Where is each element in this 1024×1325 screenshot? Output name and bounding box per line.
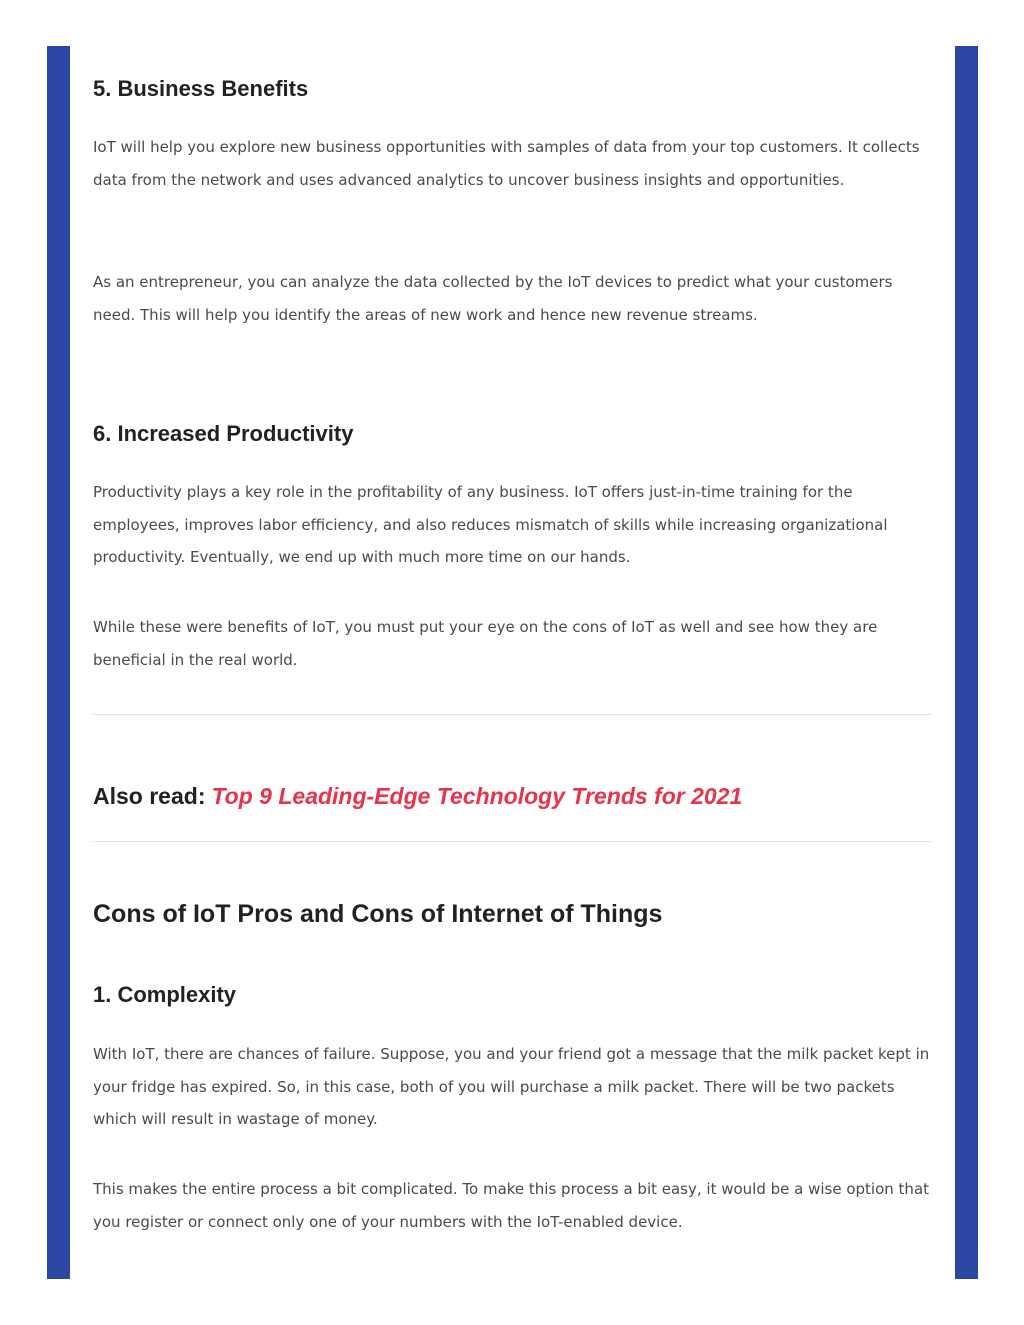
section-heading-business-benefits: 5. Business Benefits <box>93 76 309 101</box>
section-heading-complexity: 1. Complexity <box>93 982 237 1007</box>
paragraph-complexity-1: With IoT, there are chances of failure. Suppose, you and your friend got a message that the milk packet kept in your fridge has expired. So, in this case, both of you will purchase a milk packet. There will be two packets which will result in wastage of money. <box>93 1045 930 1128</box>
paragraph-business-2: As an entrepreneur, you can analyze the data collected by the IoT devices to predict what your customers need. This will help you identify the areas of new work and hence new revenue streams. <box>93 273 893 324</box>
also-read-link[interactable]: Top 9 Leading-Edge Technology Trends for 2021 <box>211 783 743 809</box>
left-border-bar <box>47 46 70 1279</box>
right-border-bar <box>955 46 978 1279</box>
section-heading-increased-productivity: 6. Increased Productivity <box>93 421 354 446</box>
paragraph-productivity-1: Productivity plays a key role in the profitability of any business. IoT offers just-in-time training for the employees, improves labor efficiency, and also reduces mismatch of skills while increasing organizational productivity. Eventually, we end up with much more time on our hands. <box>93 483 888 566</box>
paragraph-productivity-2: While these were benefits of IoT, you must put your eye on the cons of IoT as well and see how they are beneficial in the real world. <box>93 618 878 669</box>
also-read-callout <box>93 783 742 810</box>
divider-bottom <box>93 841 932 842</box>
section-heading-cons-of-iot: Cons of IoT Pros and Cons of Internet of Things <box>93 900 663 928</box>
also-read-label: Also read: <box>93 783 206 809</box>
paragraph-complexity-2: This makes the entire process a bit complicated. To make this process a bit easy, it would be a wise option that you register or connect only one of your numbers with the IoT-enabled device. <box>93 1180 930 1231</box>
divider-top <box>93 714 932 715</box>
paragraph-business-1: IoT will help you explore new business opportunities with samples of data from your top customers. It collects data from the network and uses advanced analytics to uncover business insights and opportunities. <box>93 138 920 189</box>
